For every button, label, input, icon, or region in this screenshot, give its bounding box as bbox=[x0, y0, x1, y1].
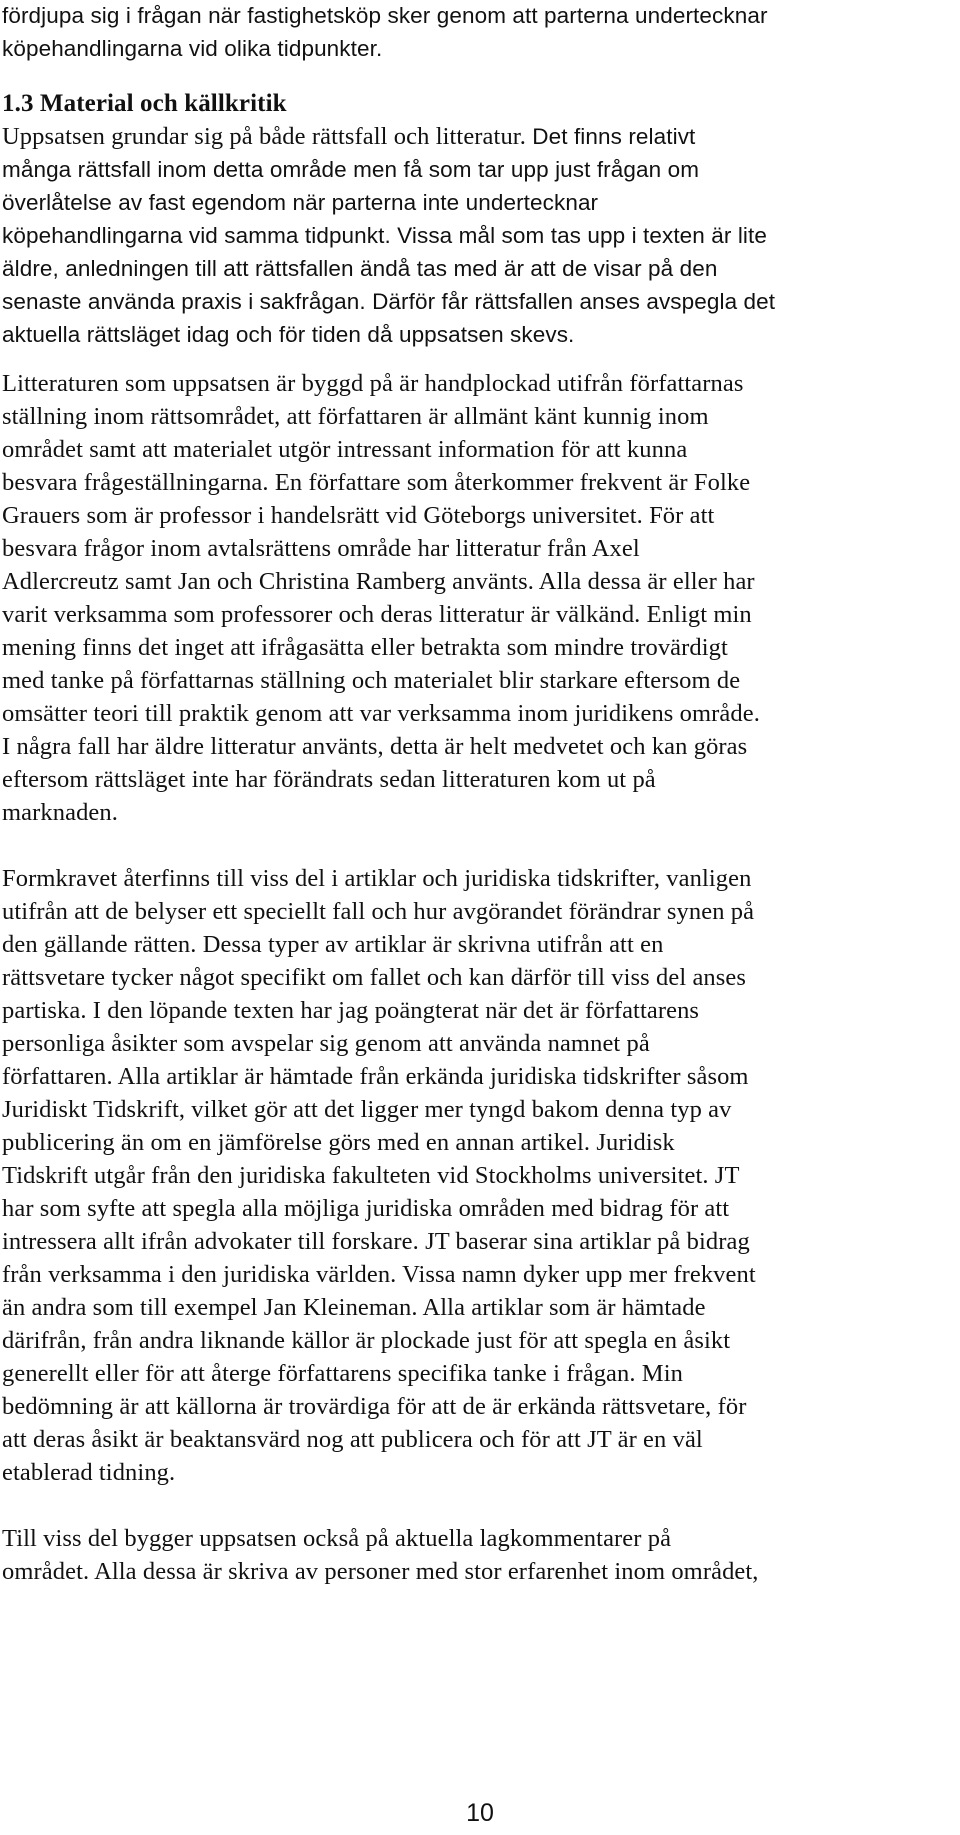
paragraph-3-line: publicering än om en jämförelse görs med en annan artikel. Juridisk bbox=[2, 1129, 675, 1156]
paragraph-3-line: från verksamma i den juridiska världen. Vissa namn dyker upp mer frekvent bbox=[2, 1261, 756, 1288]
paragraph-3-line: bedömning är att källorna är trovärdiga för att de är erkända rättsvetare, för bbox=[2, 1393, 747, 1420]
paragraph-2-line: Litteraturen som uppsatsen är byggd på är handplockad utifrån författarnas bbox=[2, 370, 744, 397]
paragraph-3-line: etablerad tidning. bbox=[2, 1459, 176, 1486]
section-heading: 1.3 Material och källkritik bbox=[2, 90, 287, 117]
paragraph-4-line: Till viss del bygger uppsatsen också på aktuella lagkommentarer på bbox=[2, 1525, 672, 1552]
paragraph-1-line: köpehandlingarna vid samma tidpunkt. Vissa mål som tas upp i texten är lite bbox=[2, 223, 767, 248]
paragraph-2-line: varit verksamma som professorer och deras litteratur är välkänd. Enligt min bbox=[2, 601, 752, 628]
intro-line: köpehandlingarna vid olika tidpunkter. bbox=[2, 36, 383, 61]
paragraph-3-line: författaren. Alla artiklar är hämtade från erkända juridiska tidskrifter såsom bbox=[2, 1063, 749, 1090]
paragraph-1-line: många rättsfall inom detta område men få som tar upp just frågan om bbox=[2, 157, 700, 182]
paragraph-2-line: Grauers som är professor i handelsrätt vid Göteborgs universitet. För att bbox=[2, 502, 715, 529]
paragraph-3-line: utifrån att de belyser ett speciellt fall och hur avgörandet förändrar synen på bbox=[2, 898, 755, 925]
paragraph-1-line-part: Det finns relativt bbox=[525, 124, 696, 149]
paragraph-3-line: har som syfte att spegla alla möjliga juridiska områden med bidrag för att bbox=[2, 1195, 730, 1222]
paragraph-2-line: med tanke på författarnas ställning och materialet blir starkare eftersom de bbox=[2, 667, 741, 694]
paragraph-3-line: rättsvetare tycker något specifikt om fallet och kan därför till viss del anses bbox=[2, 964, 747, 991]
paragraph-3-line: Juridiskt Tidskrift, vilket gör att det ligger mer tyngd bakom denna typ av bbox=[2, 1096, 732, 1123]
paragraph-1-line-part: Uppsatsen grundar sig på både rättsfall och litteratur. bbox=[2, 123, 526, 150]
paragraph-2-line: mening finns det inget att ifrågasätta eller betrakta som mindre trovärdigt bbox=[2, 634, 728, 661]
paragraph-2-line: Adlercreutz samt Jan och Christina Ramberg använts. Alla dessa är eller har bbox=[2, 568, 755, 595]
paragraph-2-line: besvara frågor inom avtalsrättens område har litteratur från Axel bbox=[2, 535, 640, 562]
paragraph-3-line: intressera allt ifrån advokater till forskare. JT baserar sina artiklar på bidrag bbox=[2, 1228, 750, 1255]
paragraph-2-line: området samt att materialet utgör intressant information för att kunna bbox=[2, 436, 688, 463]
paragraph-3-line: att deras åsikt är beaktansvärd nog att publicera och för att JT är en väl bbox=[2, 1426, 703, 1453]
paragraph-3-line: den gällande rätten. Dessa typer av artiklar är skrivna utifrån att en bbox=[2, 931, 664, 958]
page-number: 10 bbox=[466, 1799, 494, 1827]
paragraph-2-line: omsätter teori till praktik genom att var verksamma inom juridikens område. bbox=[2, 700, 760, 727]
paragraph-2-line: ställning inom rättsområdet, att författaren är allmänt känt kunnig inom bbox=[2, 403, 709, 430]
paragraph-4-line: området. Alla dessa är skriva av personer med stor erfarenhet inom området, bbox=[2, 1558, 759, 1585]
paragraph-3-line: än andra som till exempel Jan Kleineman. Alla artiklar som är hämtade bbox=[2, 1294, 706, 1321]
paragraph-3-line: Tidskrift utgår från den juridiska fakulteten vid Stockholms universitet. JT bbox=[2, 1162, 740, 1189]
paragraph-2-line: eftersom rättsläget inte har förändrats sedan litteraturen kom ut på bbox=[2, 766, 656, 793]
paragraph-2-line: marknaden. bbox=[2, 799, 118, 826]
paragraph-1-line bbox=[2, 122, 695, 152]
paragraph-1-line: senaste använda praxis i sakfrågan. Därför får rättsfallen anses avspegla det bbox=[2, 289, 776, 314]
paragraph-2-line: besvara frågeställningarna. En författare som återkommer frekvent är Folke bbox=[2, 469, 751, 496]
paragraph-3-line: generellt eller för att återge författarens specifika tanke i frågan. Min bbox=[2, 1360, 683, 1387]
paragraph-3-line: partiska. I den löpande texten har jag poängterat när det är författarens bbox=[2, 997, 700, 1024]
paragraph-3-line: därifrån, från andra liknande källor är plockade just för att spegla en åsikt bbox=[2, 1327, 731, 1354]
paragraph-2-line: I några fall har äldre litteratur använts, detta är helt medvetet och kan göras bbox=[2, 733, 748, 760]
paragraph-3-line: personliga åsikter som avspelar sig genom att använda namnet på bbox=[2, 1030, 650, 1057]
intro-line: fördjupa sig i frågan när fastighetsköp sker genom att parterna undertecknar bbox=[2, 3, 768, 28]
paragraph-3-line: Formkravet återfinns till viss del i artiklar och juridiska tidskrifter, vanligen bbox=[2, 865, 752, 892]
paragraph-1-line: äldre, anledningen till att rättsfallen ändå tas med är att de visar på den bbox=[2, 256, 718, 281]
paragraph-1-line: överlåtelse av fast egendom när parterna inte undertecknar bbox=[2, 190, 599, 215]
paragraph-1-line: aktuella rättsläget idag och för tiden då uppsatsen skevs. bbox=[2, 322, 575, 347]
